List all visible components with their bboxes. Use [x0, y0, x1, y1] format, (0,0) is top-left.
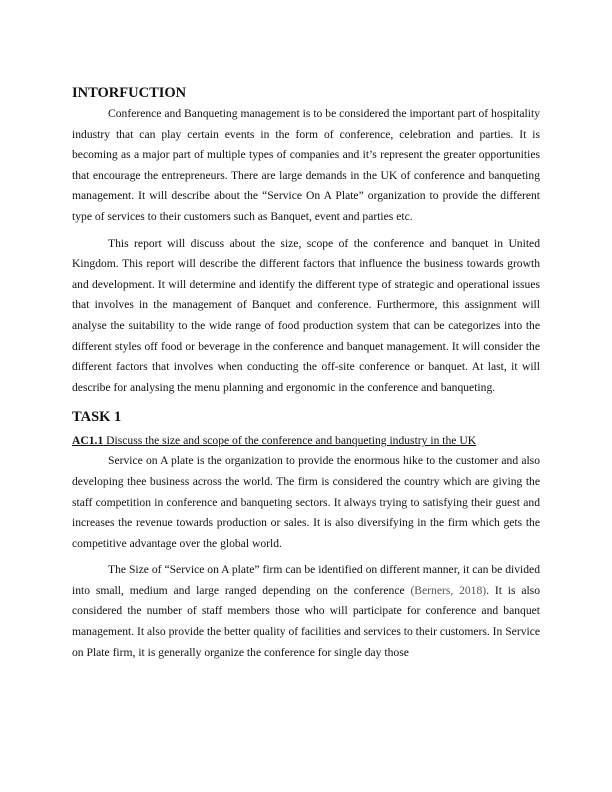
ac-1-1-subheading: [72, 432, 540, 450]
ac-title: Discuss the size and scope of the conference and banqueting industry in the UK: [103, 434, 477, 448]
paragraph-2-text-start: The Size of “Service on A plate” firm can be identified on different manner, it can be divided into small, medium and large ranged depending on the conference: [72, 563, 540, 597]
intro-paragraph-1: Conference and Banqueting management is to be considered the important part of hospitality industry that can play certain events in the form of conference, celebration and parties. It is becoming as a major part of multiple types of companies and it’s represent the greater opportunities that encourage the entrepreneurs. There are large demands in the UK of conference and banqueting management. It will describe about the “Service On A Plate” organization to provide the different type of services to their customers such as Banquet, event and parties etc.: [72, 107, 540, 223]
citation: (Berners, 2018): [410, 583, 487, 597]
paragraph-2-text-end: . It is also considered the number of staff members those who will participate for conference and banquet management. It also provide the better quality of facilities and services to their customers. In Service on Plate firm, it is generally organize the conference for single day those: [72, 583, 540, 659]
page-content: [72, 84, 540, 663]
ac-code: AC1.1: [72, 434, 104, 448]
task-1-heading: TASK 1: [72, 409, 122, 426]
task-1-paragraph-2: [72, 560, 540, 663]
introduction-heading: INTORFUCTION: [72, 85, 187, 101]
task-1-paragraph-1: Service on A plate is the organization to provide the enormous hike to the customer and also developing thee business across the world. The firm is considered the country which are giving the staff competition in conference and banqueting sectors. It always trying to satisfying their guest and increases the revenue towards production or sales. It is also diversifying in the firm which gets the competitive advantage over the global world.: [72, 454, 540, 550]
intro-paragraph-2: This report will discuss about the size, scope of the conference and banquet in United Kingdom. This report will describe the different factors that influence the business towards growth and development. It will determine and identify the different type of strategic and operational issues that involves in the management of Banquet and conference. Furthermore, this assignment will analyse the suitability to the wide range of food production system that can be categorizes into the different styles off food or beverage in the conference and banquet management. It will consider the different factors that involves when conducting the off-site conference or banquet. At last, it will describe for analysing the menu planning and ergonomic in the conference and banqueting.: [72, 236, 540, 394]
